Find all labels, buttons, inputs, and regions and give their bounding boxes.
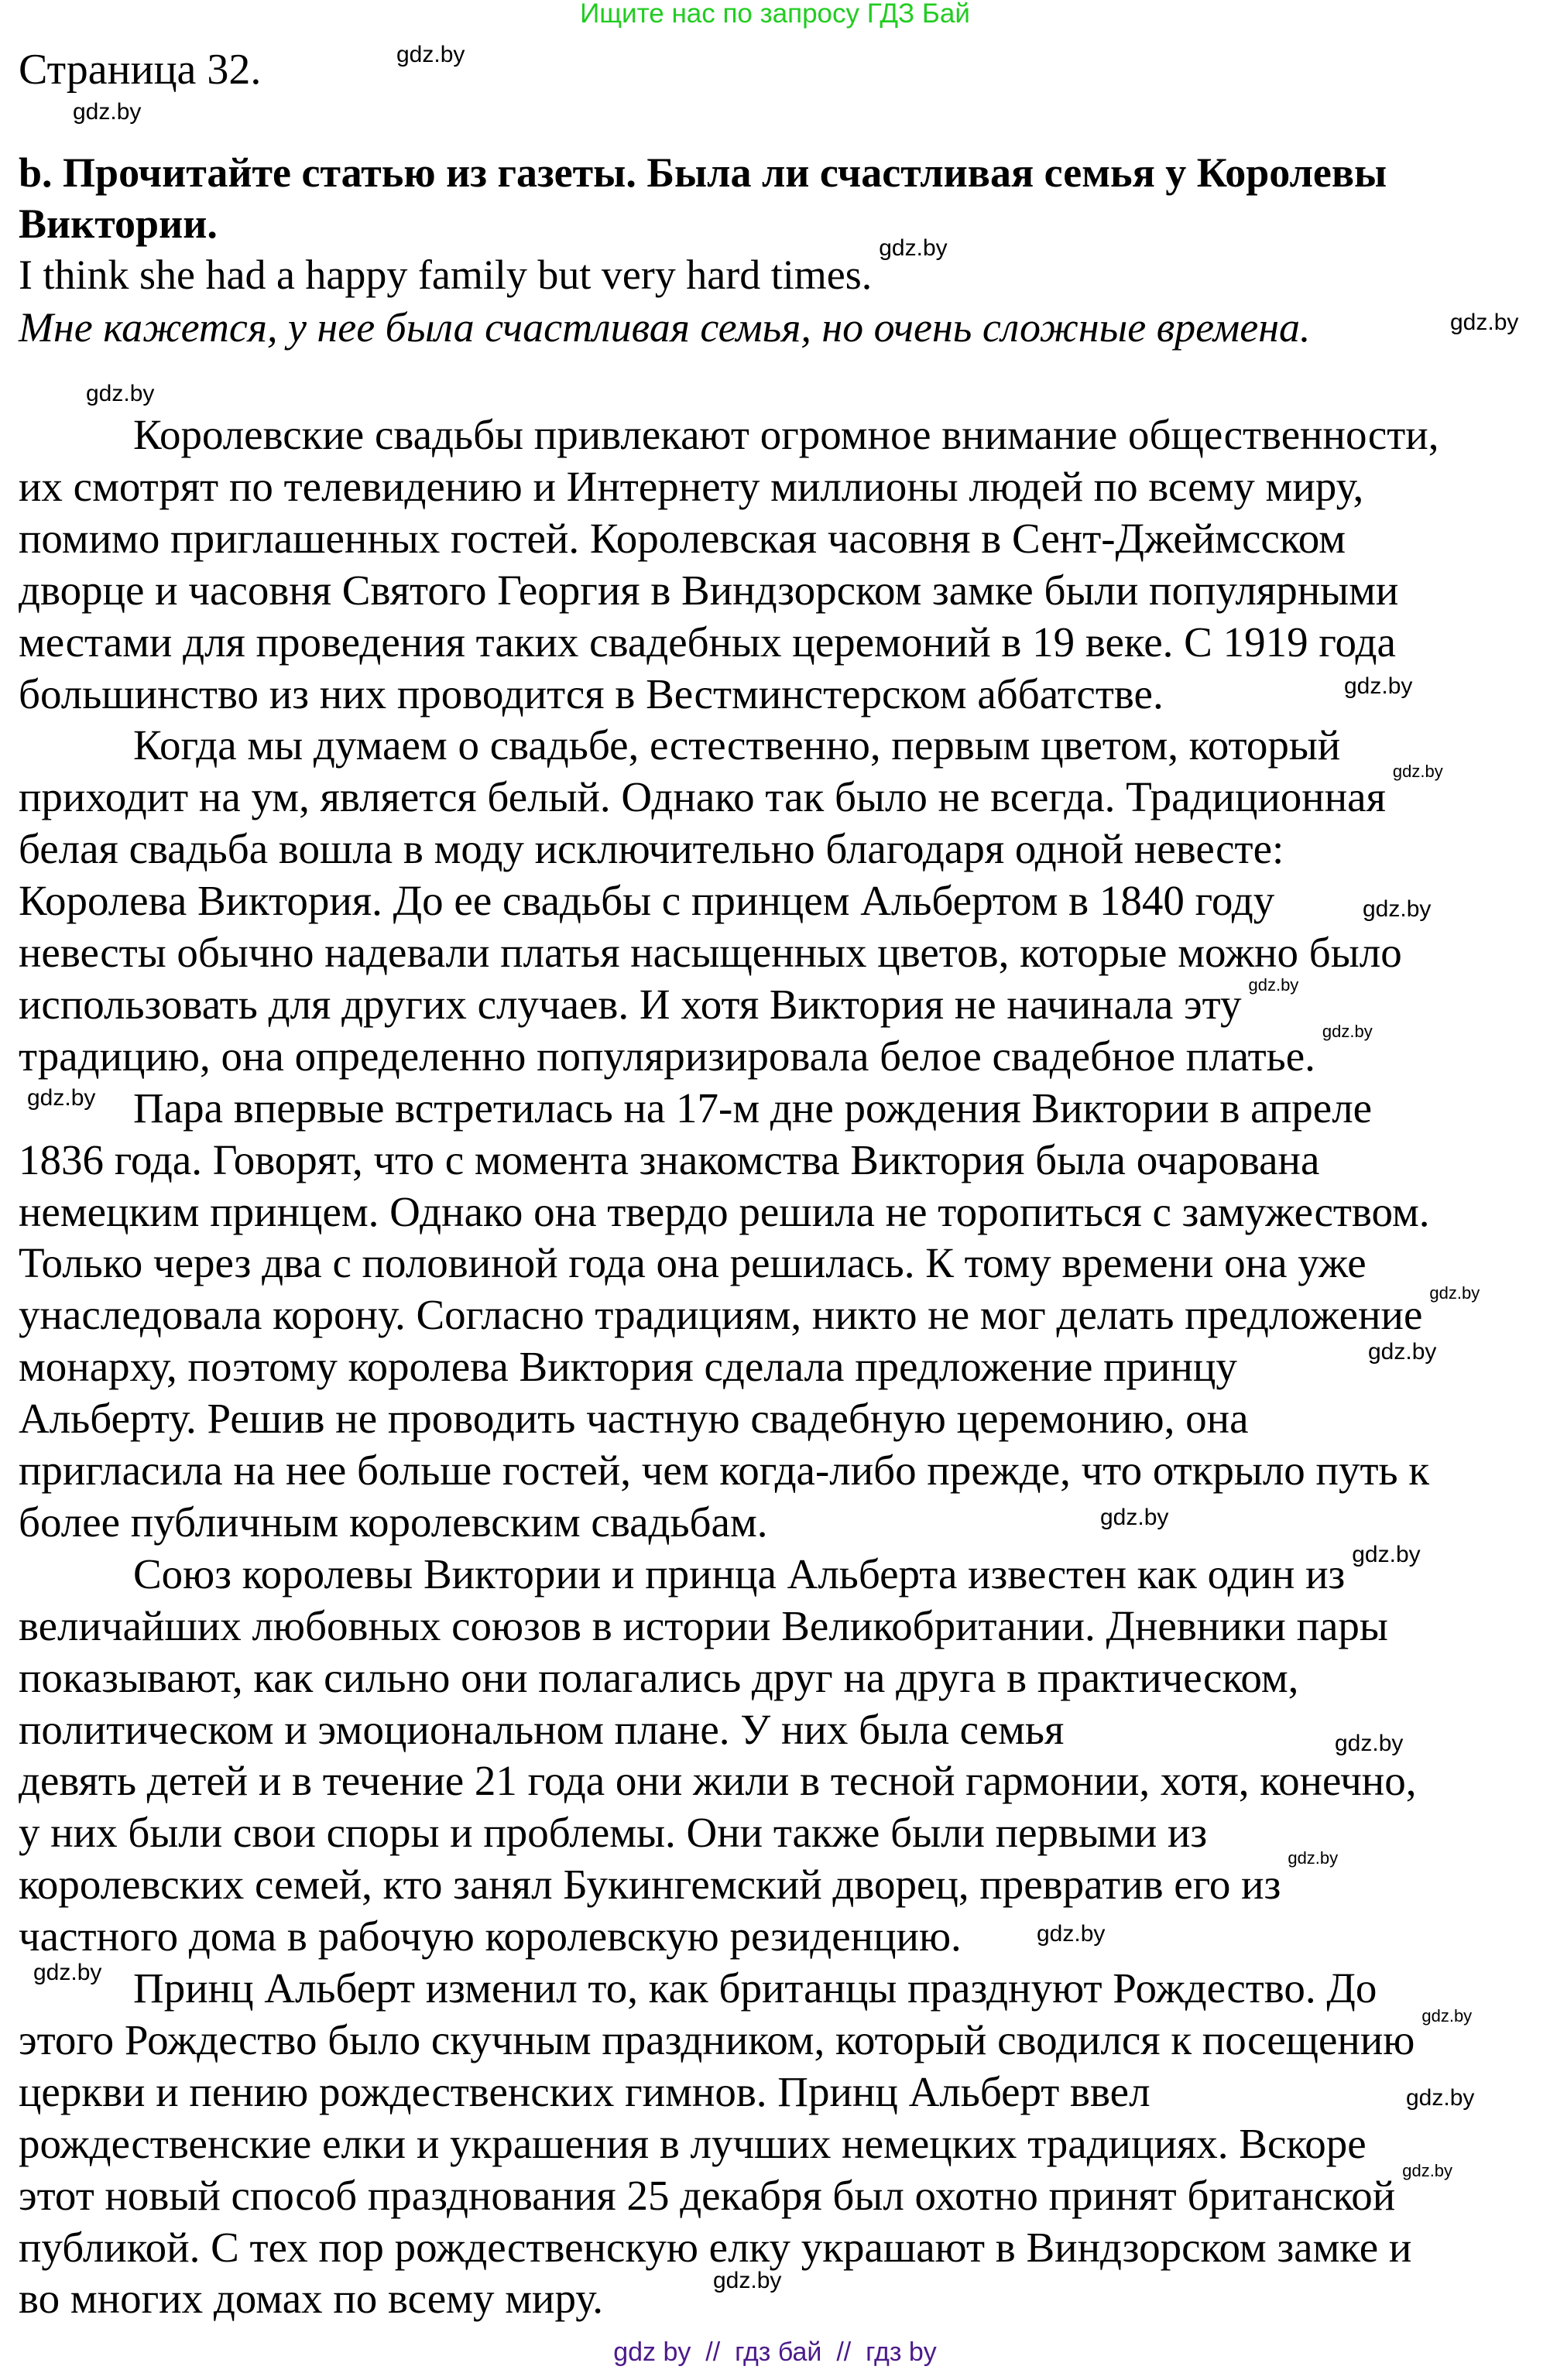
watermark: gdz.by	[1322, 1022, 1373, 1041]
article-line: дворце и часовня Святого Георгия в Виндзорском замке были популярными	[19, 566, 1399, 614]
article-line: Альберту. Решив не проводить частную свадебную церемонию, она	[19, 1395, 1249, 1443]
article-line: показывают, как сильно они полагались друг на друга в практическом,	[19, 1653, 1299, 1701]
watermark: gdz.by	[1248, 975, 1299, 995]
watermark: gdz.by	[1100, 1505, 1169, 1530]
watermark: gdz.by	[396, 42, 465, 67]
search-banner: Ищите нас по запросу ГДЗ Бай	[580, 0, 970, 29]
article-line: публикой. С тех пор рождественскую елку украшают в Виндзорском замке и	[19, 2223, 1412, 2271]
article-line: помимо приглашенных гостей. Королевская часовня в Сент-Джеймсском	[19, 514, 1346, 562]
watermark: gdz.by	[27, 1085, 96, 1111]
page-number: Страница 32.	[19, 46, 262, 94]
watermark: gdz.by	[1352, 1542, 1421, 1567]
watermark: gdz.by	[1335, 1731, 1404, 1756]
article-line: большинство из них проводится в Вестминстерском аббатстве.	[19, 669, 1164, 717]
article-line: этот новый способ празднования 25 декабря был охотно принят британской	[19, 2171, 1396, 2219]
article-line: этого Рождество было скучным праздником, который сводился к посещению	[19, 2015, 1415, 2063]
article-line: немецким принцем. Однако она твердо решила не торопиться с замужеством.	[19, 1187, 1430, 1235]
article-line: унаследовала корону. Согласно традициям, никто не мог делать предложение	[19, 1291, 1423, 1339]
article-line: невесты обычно надевали платья насыщенных цветов, которые можно было	[19, 929, 1402, 976]
watermark: gdz.by	[86, 381, 155, 406]
watermark: gdz.by	[1368, 1339, 1437, 1365]
article-line: политическом и эмоциональном плане. У них была семья	[19, 1705, 1065, 1753]
article-line: белая свадьба вошла в моду исключительно благодаря одной невесте:	[19, 825, 1284, 873]
article-line: девять детей и в течение 21 года они жили в тесной гармонии, хотя, конечно,	[19, 1757, 1417, 1805]
answer-russian: Мне кажется, у нее была счастливая семья, но очень сложные времена.	[19, 304, 1311, 351]
watermark: gdz.by	[1421, 2006, 1473, 2026]
article-line: частного дома в рабочую королевскую резиденцию.	[19, 1913, 962, 1961]
article-line: Королева Виктория. До ее свадьбы с принцем Альбертом в 1840 году	[19, 877, 1275, 925]
article-line: Королевские свадьбы привлекают огромное внимание общественности,	[133, 411, 1439, 458]
watermark: gdz.by	[1037, 1921, 1106, 1947]
watermark: gdz.by	[1402, 2161, 1453, 2180]
article-line: 1836 года. Говорят, что с момента знакомства Виктория была очарована	[19, 1135, 1320, 1183]
watermark: gdz.by	[1288, 1848, 1339, 1868]
article-line: приходит на ум, является белый. Однако так было не всегда. Традиционная	[19, 773, 1386, 821]
article-line: использовать для других случаев. И хотя Виктория не начинала эту	[19, 980, 1242, 1028]
watermark: gdz.by	[1429, 1283, 1480, 1303]
article-line: Только через два с половиной года она решилась. К тому времени она уже	[19, 1239, 1367, 1287]
watermark: gdz.by	[1406, 2085, 1475, 2111]
article-line: у них были свои споры и проблемы. Они также были первыми из	[19, 1809, 1208, 1857]
article-line: традицию, она определенно популяризировала белое свадебное платье.	[19, 1032, 1315, 1080]
article-line: монарху, поэтому королева Виктория сделала предложение принцу	[19, 1343, 1237, 1391]
article-line: Союз королевы Виктории и принца Альберта известен как один из	[133, 1550, 1346, 1598]
article-line: королевских семей, кто занял Букингемский дворец, превратив его из	[19, 1861, 1281, 1909]
article-line: Пара впервые встретилась на 17-м дне рождения Виктории в апреле	[133, 1084, 1373, 1132]
answer-english: I think she had a happy family but very hard times.	[19, 252, 873, 298]
article-line: Когда мы думаем о свадьбе, естественно, первым цветом, который	[133, 721, 1341, 769]
article-line: более публичным королевским свадьбам.	[19, 1498, 768, 1546]
watermark: gdz.by	[713, 2268, 782, 2293]
watermark: gdz.by	[73, 99, 142, 125]
article-line: местами для проведения таких свадебных церемоний в 19 веке. С 1919 года	[19, 618, 1396, 666]
article-line: пригласила на нее больше гостей, чем когда-либо прежде, что открыло путь к	[19, 1447, 1430, 1494]
watermark: gdz.by	[879, 235, 948, 261]
watermark: gdz.by	[1392, 762, 1443, 781]
article-line: величайших любовных союзов в истории Великобритании. Дневники пары	[19, 1601, 1388, 1649]
article-line: рождественские елки и украшения в лучших немецких традициях. Вскоре	[19, 2119, 1367, 2167]
question-line-2: Виктории.	[19, 200, 218, 247]
watermark: gdz.by	[1450, 310, 1519, 335]
watermark: gdz.by	[1363, 896, 1432, 922]
article-line: Принц Альберт изменил то, как британцы празднуют Рождество. До	[133, 1964, 1377, 2012]
watermark: gdz.by	[1344, 673, 1413, 699]
watermark: gdz.by	[33, 1960, 102, 1985]
article-line: церкви и пению рождественских гимнов. Принц Альберт ввел	[19, 2067, 1150, 2115]
question-line-1: b. Прочитайте статью из газеты. Была ли счастливая семья у Королевы	[19, 149, 1387, 196]
article-line: во многих домах по всему миру.	[19, 2275, 603, 2323]
footer-links: gdz by // гдз бай // гдз by	[613, 2337, 937, 2367]
article-line: их смотрят по телевидению и Интернету миллионы людей по всему миру,	[19, 462, 1364, 510]
